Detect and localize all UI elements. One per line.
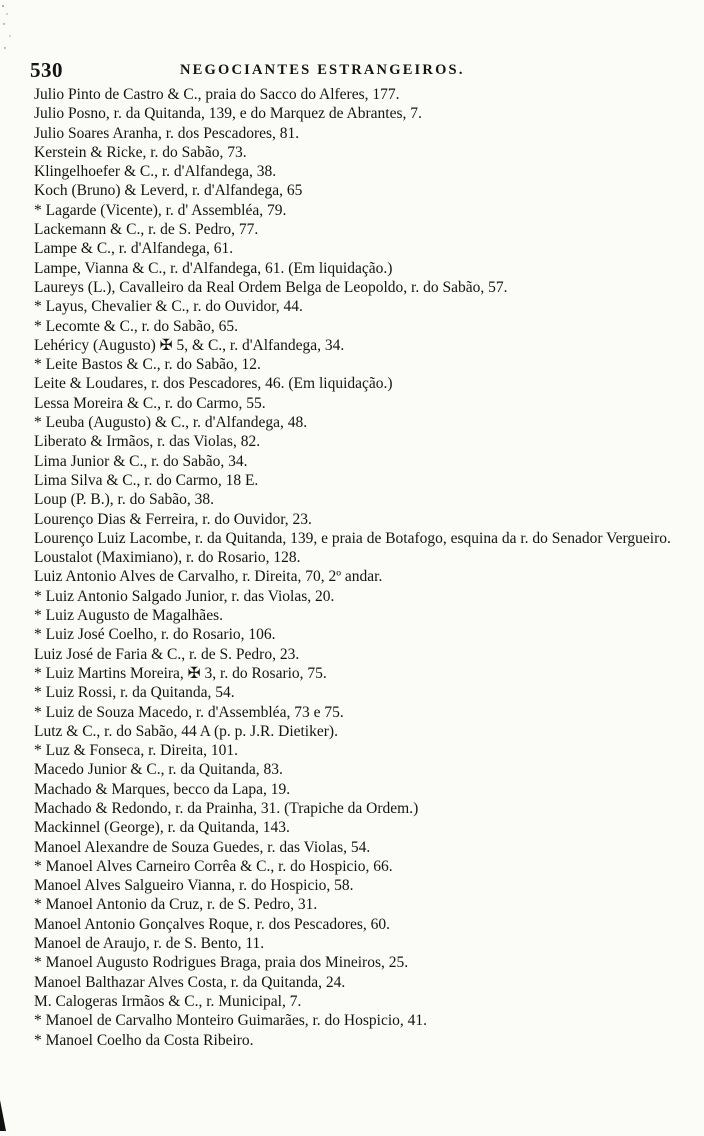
list-item: Lutz & C., r. do Sabão, 44 A (p. p. J.R. Dietiker). — [34, 722, 338, 740]
list-item: Julio Soares Aranha, r. dos Pescadores, 81. — [34, 124, 300, 142]
list-item: Manoel de Araujo, r. de S. Bento, 11. — [34, 935, 265, 953]
list-item: Klingelhoefer & C., r. d'Alfandega, 38. — [34, 163, 277, 181]
list-item: * Leuba (Augusto) & C., r. d'Alfandega, 48. — [34, 414, 308, 432]
list-item: Manoel Balthazar Alves Costa, r. da Quitanda, 24. — [34, 973, 346, 991]
list-item: * Luiz Antonio Salgado Junior, r. das Violas, 20. — [34, 587, 335, 605]
page-number: 530 — [30, 58, 63, 82]
list-item: Mackinnel (George), r. da Quitanda, 143. — [34, 819, 290, 837]
list-item: Manoel Alves Salgueiro Vianna, r. do Hospicio, 58. — [34, 877, 354, 895]
list-item: Julio Pinto de Castro & C., praia do Sacco do Alferes, 177. — [34, 86, 400, 103]
list-item: * Layus, Chevalier & C., r. do Ouvidor, 44. — [34, 298, 303, 316]
list-item: Koch (Bruno) & Leverd, r. d'Alfandega, 65 — [34, 182, 303, 200]
list-item: Manoel Alexandre de Souza Guedes, r. das Violas, 54. — [34, 838, 371, 856]
list-item: * Luiz Rossi, r. da Quitanda, 54. — [34, 684, 235, 702]
margin-speckle — [0, 0, 18, 60]
list-item: Lourenço Luiz Lacombe, r. da Quitanda, 139, e praia de Botafogo, esquina da r. do Senador Vergueiro. — [34, 529, 671, 547]
list-item: * Luz & Fonseca, r. Direita, 101. — [34, 742, 239, 760]
running-head: NEGOCIANTES ESTRANGEIROS. — [180, 62, 465, 78]
list-item: * Manoel de Carvalho Monteiro Guimarães, r. do Hospicio, 41. — [34, 1012, 428, 1030]
list-item: Machado & Redondo, r. da Prainha, 31. (Trapiche da Ordem.) — [34, 799, 419, 817]
page-header — [30, 58, 690, 84]
list-item: Machado & Marques, becco da Lapa, 19. — [34, 780, 291, 798]
list-item: * Leite Bastos & C., r. do Sabão, 12. — [34, 356, 261, 374]
list-item: Lehéricy (Augusto) ✠ 5, & C., r. d'Alfandega, 34. — [34, 336, 345, 354]
list-item: Leite & Loudares, r. dos Pescadores, 46. (Em liquidação.) — [34, 375, 393, 393]
list-item: Loustalot (Maximiano), r. do Rosario, 128. — [34, 549, 301, 567]
list-item: Manoel Antonio Gonçalves Roque, r. dos Pescadores, 60. — [34, 915, 391, 933]
list-item: Lampe, Vianna & C., r. d'Alfandega, 61. (Em liquidação.) — [34, 259, 393, 277]
list-item: * Manoel Coelho da Costa Ribeiro. — [34, 1031, 254, 1049]
list-item: Macedo Junior & C., r. da Quitanda, 83. — [34, 761, 283, 779]
list-item: * Luiz de Souza Macedo, r. d'Assembléa, 73 e 75. — [34, 703, 344, 721]
list-item: * Luiz Martins Moreira, ✠ 3, r. do Rosario, 75. — [34, 664, 327, 682]
list-item: * Lagarde (Vicente), r. d' Assembléa, 79. — [34, 201, 287, 219]
page-edge-shadow — [0, 1098, 12, 1131]
list-item: Lackemann & C., r. de S. Pedro, 77. — [34, 221, 259, 239]
list-item: Luiz Antonio Alves de Carvalho, r. Direita, 70, 2º andar. — [34, 568, 383, 586]
list-item: Julio Posno, r. da Quitanda, 139, e do Marquez de Abrantes, 7. — [34, 105, 422, 123]
list-item: Lourenço Dias & Ferreira, r. do Ouvidor, 23. — [34, 510, 312, 528]
list-item: Kerstein & Ricke, r. do Sabão, 73. — [34, 143, 247, 161]
list-item: * Manoel Augusto Rodrigues Braga, praia dos Mineiros, 25. — [34, 954, 409, 972]
list-item: * Lecomte & C., r. do Sabão, 65. — [34, 317, 239, 335]
list-item: Luiz José de Faria & C., r. de S. Pedro, 23. — [34, 645, 300, 663]
list-item: Liberato & Irmãos, r. das Violas, 82. — [34, 433, 261, 451]
list-item: Lessa Moreira & C., r. do Carmo, 55. — [34, 394, 266, 412]
list-item: M. Calogeras Irmãos & C., r. Municipal, 7. — [34, 992, 302, 1010]
list-item: * Luiz José Coelho, r. do Rosario, 106. — [34, 626, 276, 644]
list-item: Lima Junior & C., r. do Sabão, 34. — [34, 452, 248, 470]
list-item: * Luiz Augusto de Magalhães. — [34, 607, 223, 625]
list-item: Lima Silva & C., r. do Carmo, 18 E. — [34, 471, 259, 489]
list-item: Loup (P. B.), r. do Sabão, 38. — [34, 491, 214, 509]
list-item: * Manoel Alves Carneiro Corrêa & C., r. do Hospicio, 66. — [34, 857, 393, 875]
list-item: Laureys (L.), Cavalleiro da Real Ordem Belga de Leopoldo, r. do Sabão, 57. — [34, 278, 508, 296]
list-item: * Manoel Antonio da Cruz, r. de S. Pedro, 31. — [34, 896, 318, 914]
entry-list — [34, 85, 684, 1050]
list-item: Lampe & C., r. d'Alfandega, 61. — [34, 240, 234, 258]
